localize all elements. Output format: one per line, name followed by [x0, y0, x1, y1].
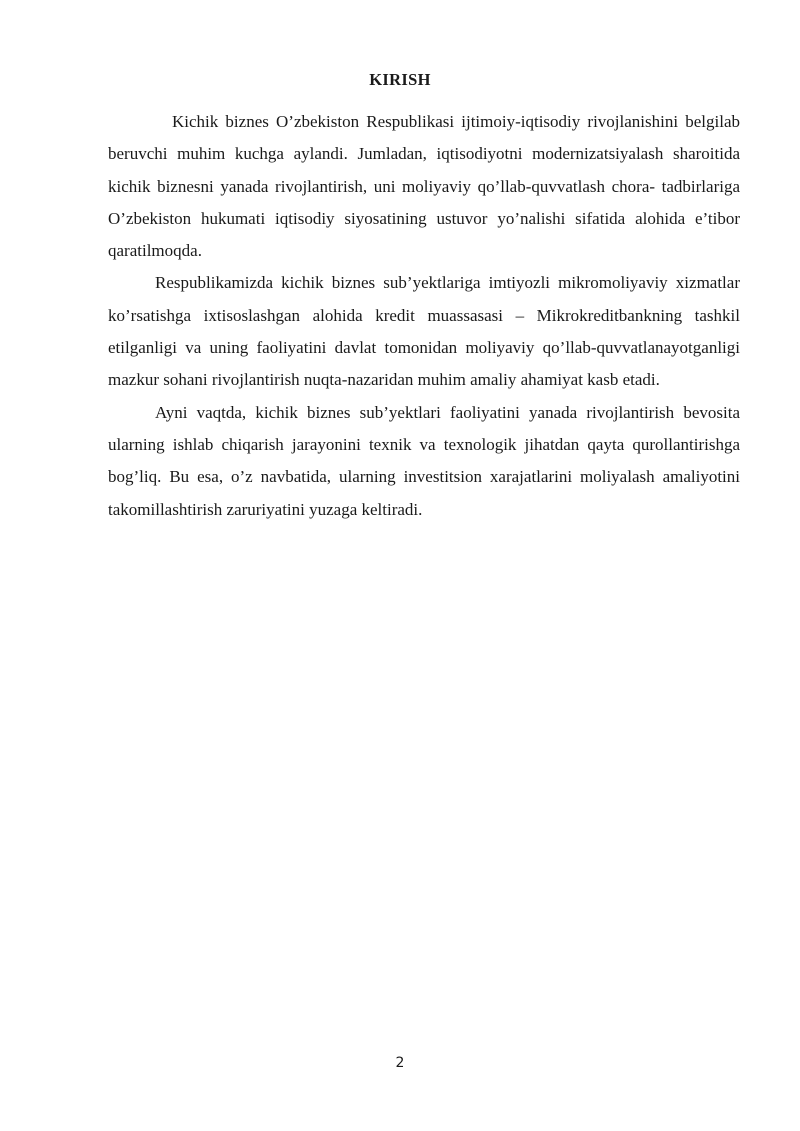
page-title: KIRISH: [369, 70, 431, 89]
paragraph-1: Kichik biznes O’zbekiston Respublikasi ijtimoiy-iqtisodiy rivojlanishini belgilab beruvchi muhim kuchga aylandi. Jumladan, iqtisodiyotni modernizatsiyalash sharoitida kichik biznesni yanada rivojlantirish, uni moliyaviy qo’llab-quvvatlash chora- tadbirlariga O’zbekiston hukumati iqtisodiy siyosatining ustuvor yo’nalishi sifatida alohida e’tibor qaratilmoqda.: [108, 112, 740, 261]
page-number: 2: [395, 1055, 405, 1071]
body-text: [108, 106, 740, 526]
paragraph-3: Ayni vaqtda, kichik biznes sub’yektlari faoliyatini yanada rivojlantirish bevosita ularning ishlab chiqarish jarayonini texnik va texnologik jihatdan qayta qurollantirishga bog’liq. Bu esa, o’z navbatida, ularning investitsion xarajatlarini moliyalash amaliyotini takomillashtirish zaruriyatini yuzaga keltiradi.: [108, 402, 740, 519]
paragraph-2: Respublikamizda kichik biznes sub’yektlariga imtiyozli mikromoliyaviy xizmatlar ko’rsatishga ixtisoslashgan alohida kredit muassasasi – Mikrokreditbankning tashkil etilganligi va uning faoliyatini davlat tomonidan moliyaviy qo’llab-quvvatlanayotganligi mazkur sohani rivojlantirish nuqta-nazaridan muhim amaliy ahamiyat kasb etadi.: [108, 273, 740, 390]
